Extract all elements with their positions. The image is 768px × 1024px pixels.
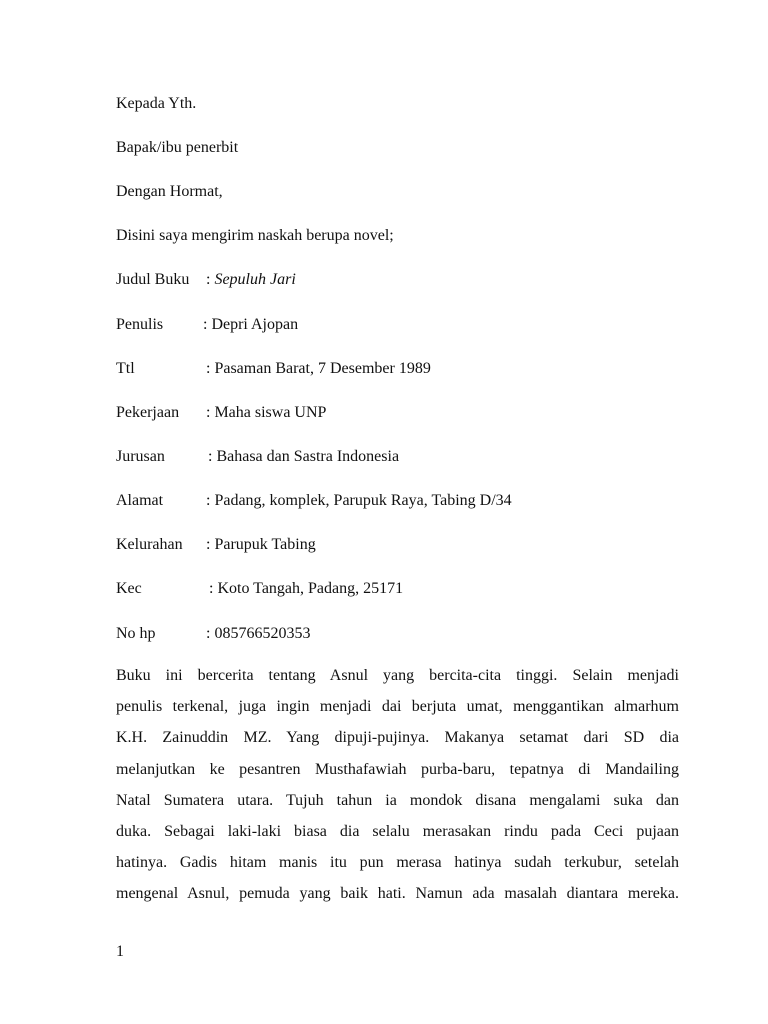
field-label: Ttl xyxy=(116,360,135,377)
field-value: : Koto Tangah, Padang, 25171 xyxy=(209,580,404,597)
field-label: Judul Buku xyxy=(116,271,190,288)
field-kec xyxy=(116,579,404,599)
intro-line: Disini saya mengirim naskah berupa novel; xyxy=(116,227,394,244)
field-label: Kelurahan xyxy=(116,536,183,553)
field-kelurahan xyxy=(116,535,316,555)
field-value: : Padang, komplek, Parupuk Raya, Tabing D/34 xyxy=(206,492,512,509)
synopsis-line: Buku ini bercerita tentang Asnul yang bercita-cita tinggi. Selain menjadi xyxy=(116,667,679,684)
field-value: : Pasaman Barat, 7 Desember 1989 xyxy=(206,360,431,377)
field-alamat xyxy=(116,491,512,511)
salutation-to: Kepada Yth. xyxy=(116,95,197,112)
synopsis-line: melanjutkan ke pesantren Musthafawiah purba-baru, tepatnya di Mandailing xyxy=(116,760,679,778)
field-value: : Depri Ajopan xyxy=(203,316,299,333)
field-label: Alamat xyxy=(116,492,164,509)
synopsis-line: duka. Sebagai laki-laki biasa dia selalu merasakan rindu pada Ceci pujaan xyxy=(116,822,679,840)
field-label: Kec xyxy=(116,580,142,597)
field-penulis xyxy=(116,315,299,335)
field-value: : Bahasa dan Sastra Indonesia xyxy=(208,448,400,465)
book-title: Sepuluh Jari xyxy=(214,271,296,288)
synopsis-line: K.H. Zainuddin MZ. Yang dipuji-pujinya. Makanya setamat dari SD dia xyxy=(116,729,679,747)
field-value: : Maha siswa UNP xyxy=(206,404,327,421)
greeting: Dengan Hormat, xyxy=(116,183,223,200)
field-pekerjaan xyxy=(116,403,327,423)
synopsis-line: mengenal Asnul, pemuda yang baik hati. Namun ada masalah diantara mereka. xyxy=(116,885,679,903)
field-label: No hp xyxy=(116,625,156,642)
field-label: Pekerjaan xyxy=(116,404,180,421)
field-judul-buku xyxy=(116,270,296,290)
field-ttl xyxy=(116,359,431,379)
synopsis-paragraph xyxy=(116,665,679,915)
field-no-hp xyxy=(116,624,311,644)
recipient: Bapak/ibu penerbit xyxy=(116,139,239,156)
page-number: 1 xyxy=(116,943,124,960)
field-value-title xyxy=(206,270,296,290)
synopsis-line: hatinya. Gadis hitam manis itu pun merasa hatinya sudah terkubur, setelah xyxy=(116,854,679,872)
synopsis-line: Natal Sumatera utara. Tujuh tahun ia mondok disana mengalami suka dan xyxy=(116,791,679,809)
field-jurusan xyxy=(116,447,400,467)
field-value: : Parupuk Tabing xyxy=(206,536,316,553)
value-prefix: : xyxy=(206,271,215,288)
field-label: Penulis xyxy=(116,316,164,333)
field-value: : 085766520353 xyxy=(206,625,311,642)
synopsis-line: penulis terkenal, juga ingin menjadi dai berjuta umat, menggantikan almarhum xyxy=(116,698,679,716)
field-label: Jurusan xyxy=(116,448,165,465)
